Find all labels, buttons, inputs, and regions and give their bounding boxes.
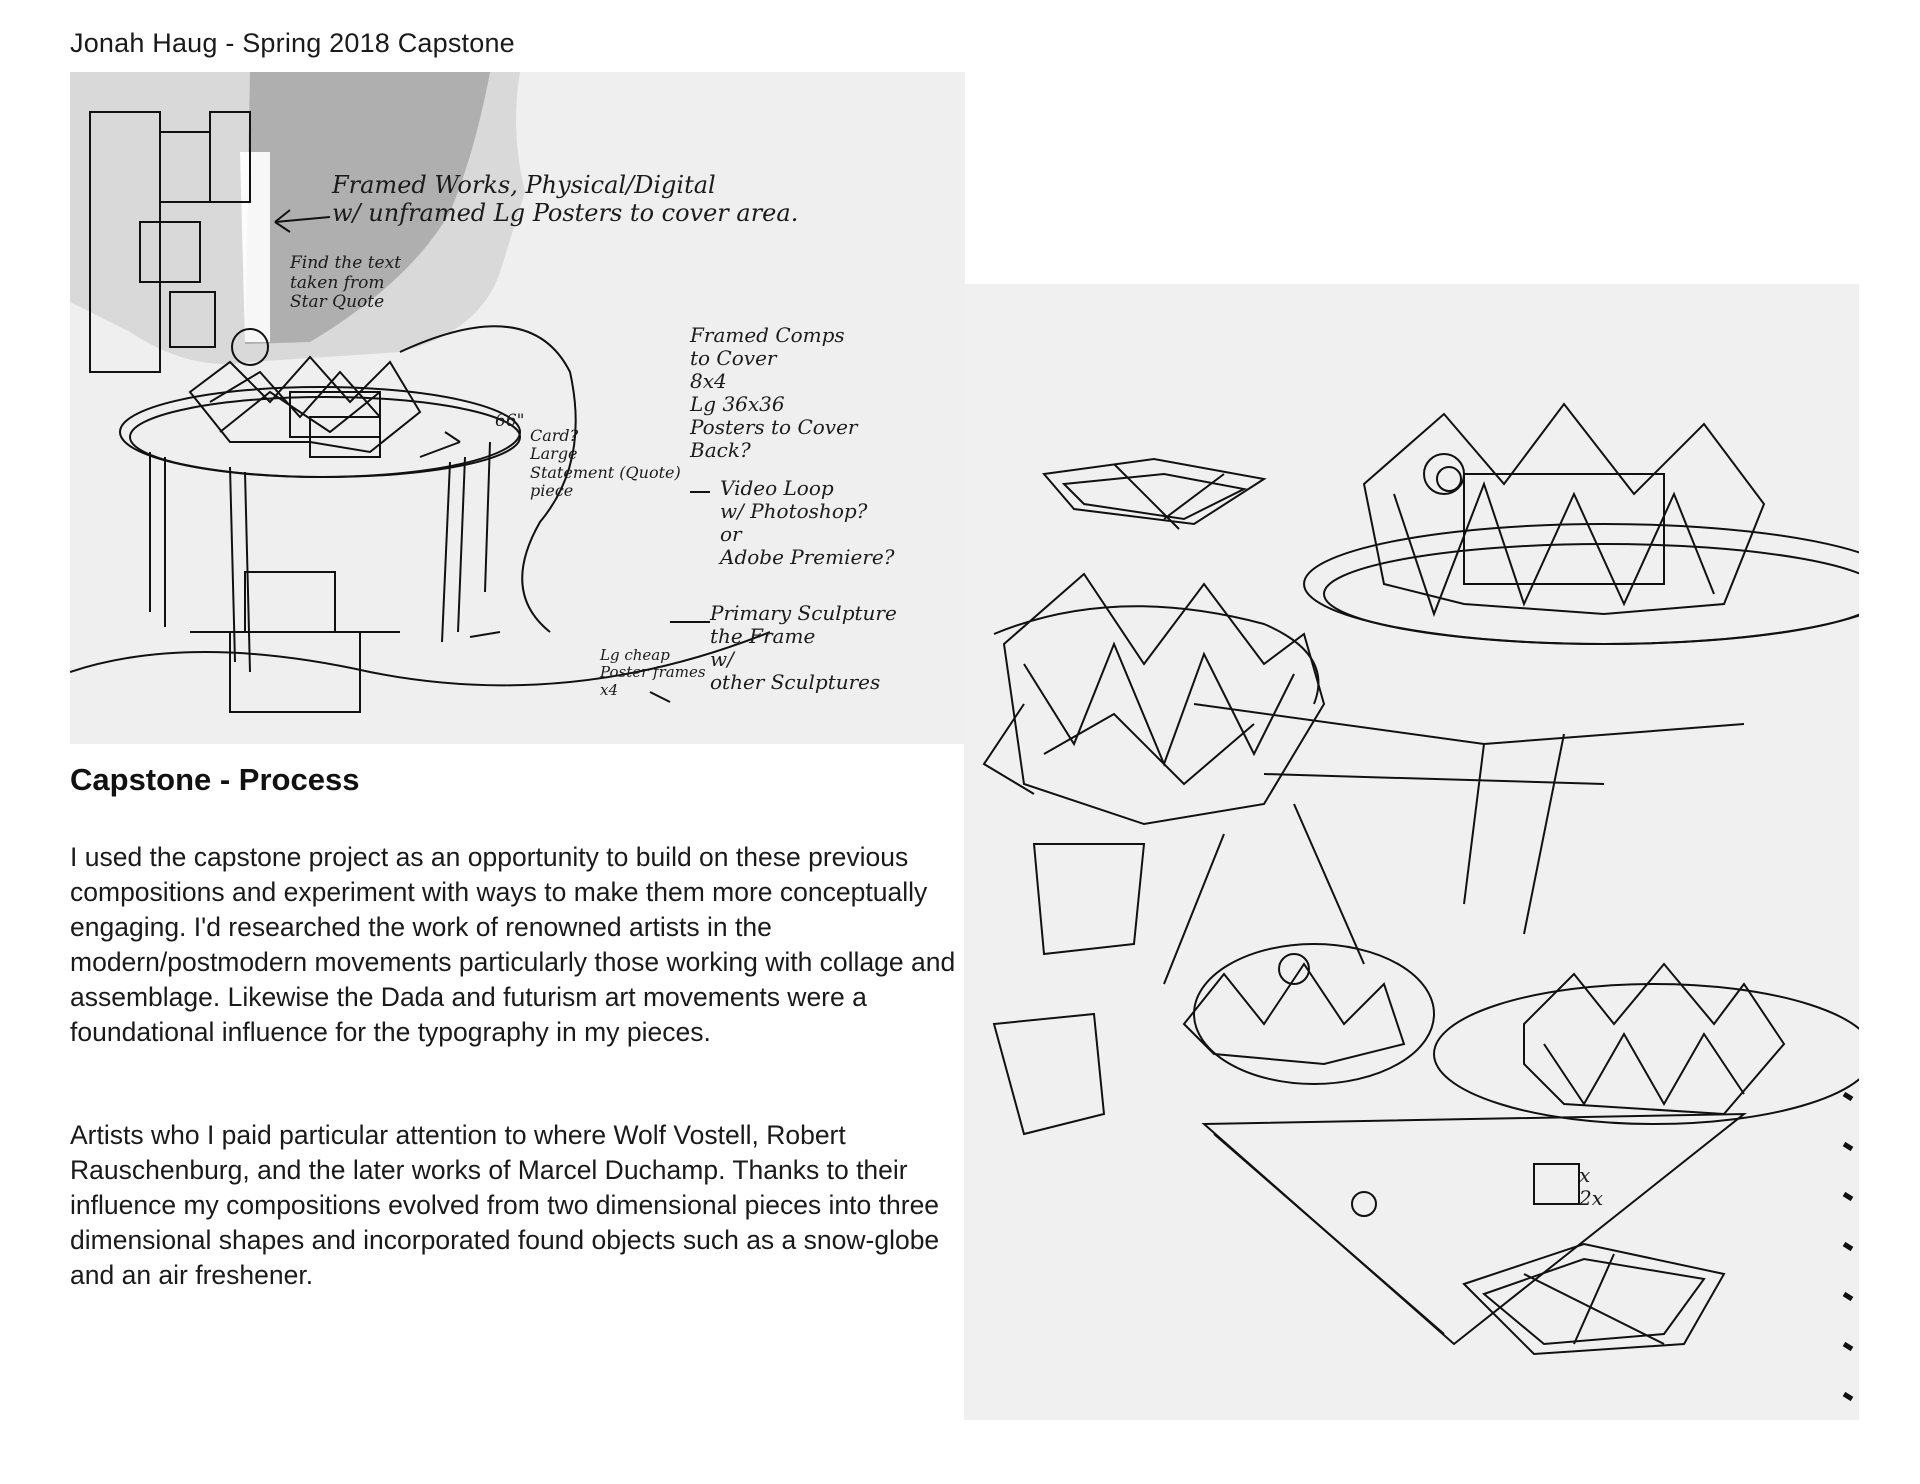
section-title: Capstone - Process: [70, 762, 360, 797]
sketch-drawing-sculptures: [964, 284, 1859, 1420]
sketch-note-primary-sculpture: Primary Sculpture the Frame w/ other Sculptures: [710, 601, 897, 694]
page-header: Jonah Haug - Spring 2018 Capstone: [70, 28, 515, 58]
process-sketch-table-layout: [70, 72, 965, 744]
sketch-note-66: 66": [495, 411, 525, 431]
sketch-note-poster-frames: Lg cheap Poster frames x4: [600, 646, 706, 699]
sketch-note-find-text: Find the text taken from Star Quote: [290, 253, 402, 313]
process-sketch-sculptures: [964, 284, 1859, 1420]
body-paragraph-2: Artists who I paid particular attention to where Wolf Vostell, Robert Rauschenburg, and the later works of Marcel Duchamp. Thanks to their influence my compositions evolved from two dimensional pieces into three dimensional shapes and incorporated found objects such as a snow-globe and an air freshener.: [70, 1120, 940, 1290]
body-paragraph-1: I used the capstone project as an opportunity to build on these previous compositions and experiment with ways to make them more conceptually engaging. I'd researched the work of renowned artists in the modern/postmodern movements particularly those working with collage and assemblage. Likewise the Dada and futurism art movements were a foundational influence for the typography in my pieces.: [70, 842, 956, 1047]
sketch-note-2x: x 2x: [1579, 1163, 1604, 1210]
sketch-note-framed-works: Framed Works, Physical/Digital w/ unframed Lg Posters to cover area.: [332, 171, 799, 227]
sketch-note-video-loop: Video Loop w/ Photoshop? or Adobe Premiere?: [720, 476, 895, 569]
sketch-note-framed-comps: Framed Comps to Cover 8x4 Lg 36x36 Posters to Cover Back?: [690, 323, 858, 462]
sketch-note-statement-piece: Card? Large Statement (Quote) piece: [530, 426, 681, 501]
